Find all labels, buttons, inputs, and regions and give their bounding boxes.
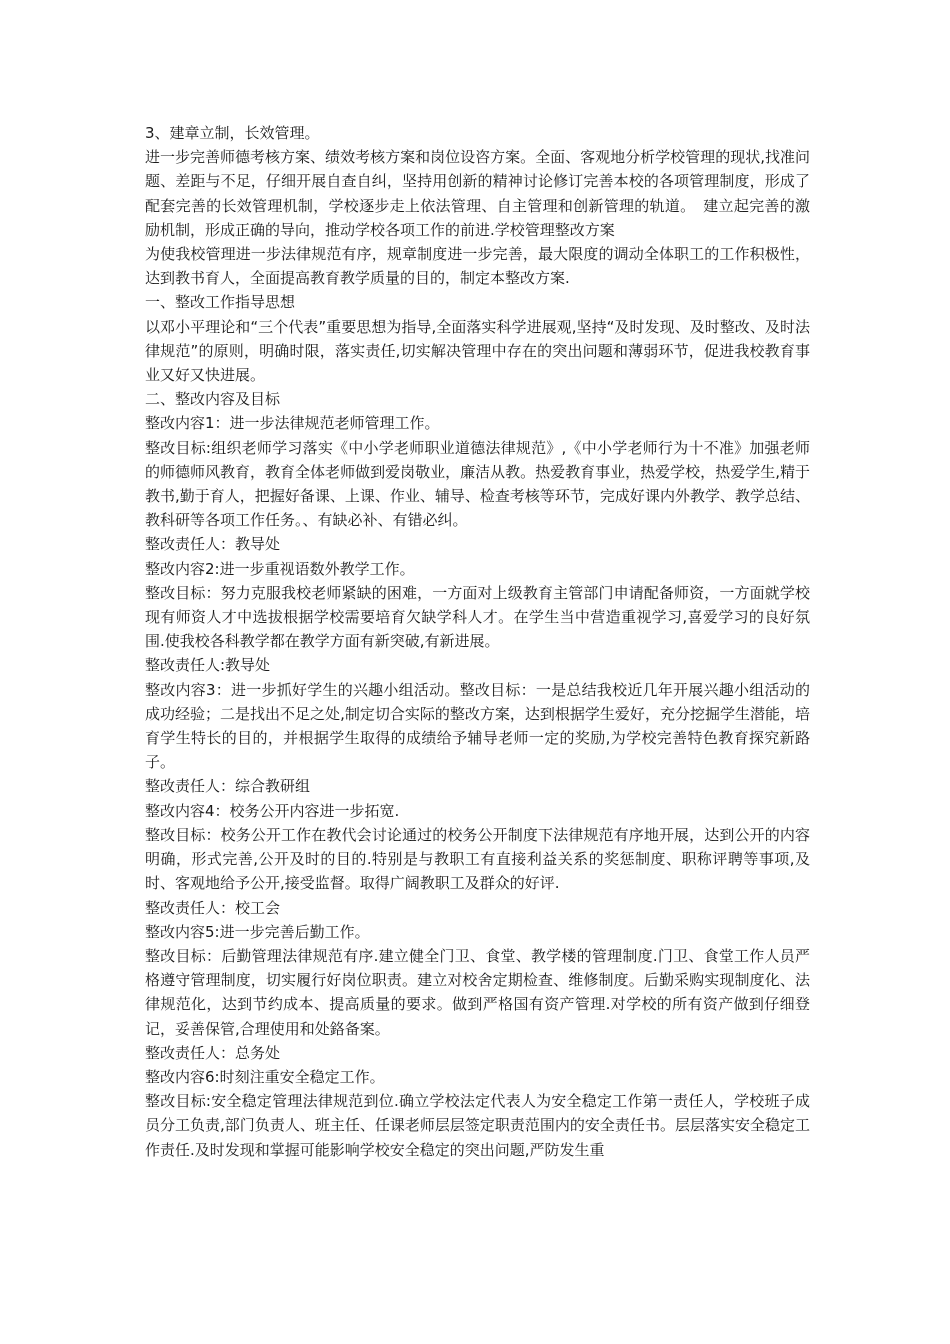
heading-guiding-thought: 一、整改工作指导思想 bbox=[145, 293, 296, 312]
item-goal-1: 整改目标:组织老师学习落实《中小学老师职业道德法律规范》,《中小学老师行为十不准》加强老师的师德师风教育，教育全体老师做到爱岗敬业，廉洁从教。热爱教育事业，热爱学校，热爱学生,精于教书,勤于育人，把握好备课、上课、作业、辅导、检查考核等环节，完成好课内外教学、教学总结、教科研等各项工作任务。、有缺必补、有错必纠。 bbox=[145, 438, 810, 530]
item-content-4: 整改内容4：校务公开内容进一步拓宽. bbox=[145, 801, 400, 820]
item-content-goal-3: 整改内容3：进一步抓好学生的兴趣小组活动。整改目标：一是总结我校近几年开展兴趣小组活动的成功经验；二是找出不足之处,制定切合实际的整改方案，达到根据学生爱好，充分挖掘学生潜能，培育学生特长的目的，并根据学生取得的成绩给予辅导老师一定的奖励,为学校完善特色教育探究新路子。 bbox=[145, 680, 810, 772]
item-goal-6: 整改目标:安全稳定管理法律规范到位.确立学校法定代表人为安全稳定工作第一责任人，学校班子成员分工负责,部门负责人、班主任、任课老师层层签定职责范围内的安全责任书。层层落实安全稳定工作责任.及时发现和掌握可能影响学校安全稳定的突出问题,严防发生重 bbox=[145, 1092, 810, 1159]
item-goal-2: 整改目标：努力克服我校老师紧缺的困难，一方面对上级教育主管部门申请配备师资，一方面就学校现有师资人才中选拔根据学校需要培育欠缺学科人才。在学生当中营造重视学习,喜爱学习的良好氛围.使我校各科教学都在教学方面有新突破,有新进展。 bbox=[145, 583, 810, 651]
item-content-2: 整改内容2:进一步重视语数外教学工作。 bbox=[145, 559, 415, 578]
heading-3-rules: 3、建章立制，长效管理。 bbox=[145, 124, 320, 142]
item-content-5: 整改内容5:进一步完善后勤工作。 bbox=[145, 922, 370, 941]
item-content-6: 整改内容6:时刻注重安全稳定工作。 bbox=[145, 1067, 385, 1086]
item-owner-1: 整改责任人：教导处 bbox=[145, 535, 281, 554]
item-owner-4: 整改责任人：校工会 bbox=[145, 898, 281, 917]
paragraph-guiding-thought: 以邓小平理论和“三个代表”重要思想为指导,全面落实科学进展观,坚持“及时发现、及时整改、及时法律规范”的原则，明确时限，落实责任,切实解决管理中存在的突出问题和薄弱环节，促进我校教育事业又好又快进展。 bbox=[145, 317, 810, 385]
item-goal-5: 整改目标：后勤管理法律规范有序.建立健全门卫、食堂、教学楼的管理制度.门卫、食堂工作人员严格遵守管理制度，切实履行好岗位职责。建立对校舍定期检查、维修制度。后勤采购实现制度化、法律规范化，达到节约成本、提高质量的要求。做到严格国有资产管理.对学校的所有资产做到仔细登记，妥善保管,合理使用和处鉻备案。 bbox=[145, 946, 810, 1038]
item-owner-3: 整改责任人：综合教研组 bbox=[145, 777, 311, 796]
paragraph-improve-assessment: 进一步完善师德考核方案、绩效考核方案和岗位设咨方案。全面、客观地分析学校管理的现状,找准问题、差距与不足，仔细开展自查自纠，坚持用创新的精神讨论修订完善本校的各项管理制度，形成了配套完善的长效管理机制，学校逐步走上依法管理、自主管理和创新管理的轨道。 建立起完善的激励机制，形成正确的导向，推动学校各项工作的前进.学校管理整改方案 bbox=[145, 148, 810, 239]
heading-content-goals: 二、整改内容及目标 bbox=[145, 390, 281, 409]
item-owner-5: 整改责任人：总务处 bbox=[145, 1043, 281, 1062]
item-content-1: 整改内容1：进一步法律规范老师管理工作。 bbox=[145, 414, 440, 433]
item-goal-4: 整改目标：校务公开工作在教代会讨论通过的校务公开制度下法律规范有序地开展，达到公开的内容明确，形式完善,公开及时的目的.特别是与教职工有直接利益关系的奖惩制度、职称评聘等事项,及时、客观地给予公开,接受监督。取得广阔教职工及群众的好评. bbox=[145, 825, 810, 893]
item-owner-2: 整改责任人:教导处 bbox=[145, 656, 271, 675]
paragraph-purpose: 为使我校管理进一步法律规范有序，规章制度进一步完善，最大限度的调动全体职工的工作积极性，达到教书育人，全面提高教育教学质量的目的，制定本整改方案. bbox=[145, 245, 810, 288]
document-body bbox=[145, 121, 810, 1162]
